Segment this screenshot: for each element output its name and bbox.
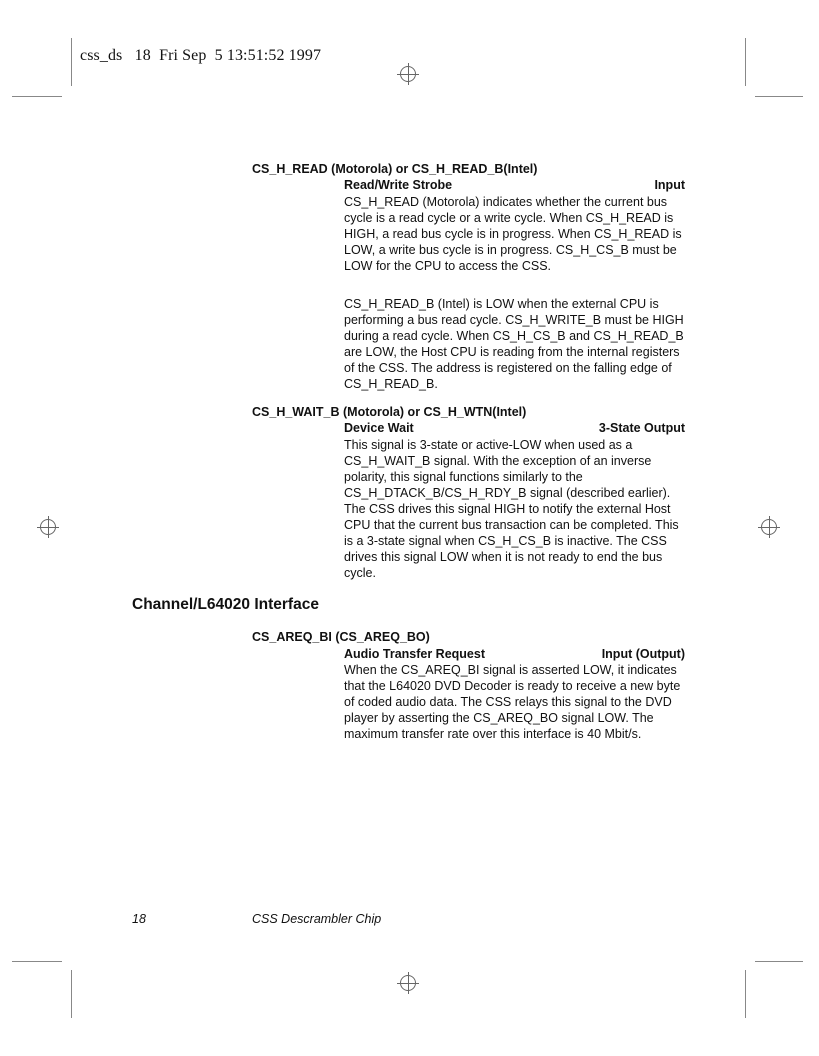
signal-description: CS_H_READ_B (Intel) is LOW when the external CPU is performing a bus read cycle. CS_H_WRITE_B must be HIGH during a read cycle. When CS_H_CS_B and CS_H_READ_B are LOW, the Host CPU is reading from the internal registers of the CSS. The address is registered on the falling edge of CS_H_READ_B. bbox=[344, 297, 684, 391]
registration-mark-icon bbox=[397, 63, 419, 85]
signal-description: When the CS_AREQ_BI signal is asserted LOW, it indicates that the L64020 DVD Decoder is ready to receive a new byte of coded audio data. The CSS relays this signal to the DVD player by asserting the CS_AREQ_BO signal LOW. The maximum transfer rate over this interface is 40 Mbit/s. bbox=[344, 663, 681, 741]
crop-mark bbox=[12, 961, 62, 962]
crop-mark bbox=[12, 96, 62, 97]
signal-description: This signal is 3-state or active-LOW when used as a CS_H_WAIT_B signal. With the exception of an inverse polarity, this signal functions similarly to the CS_H_DTACK_B/CS_H_RDY_B signal (described earlier). The CSS drives this signal HIGH to notify the external Host CPU that the current bus transaction can be completed. This is a 3-state signal when CS_H_CS_B is inactive. The CSS drives this signal LOW when it is not ready to end the bus cycle. bbox=[344, 438, 679, 580]
section-heading: Channel/L64020 Interface bbox=[132, 596, 319, 613]
signal-function: Device Wait bbox=[344, 421, 414, 435]
signal-direction: Input (Output) bbox=[601, 647, 685, 661]
crop-mark bbox=[745, 970, 746, 1018]
signal-function-row bbox=[344, 178, 685, 192]
signal-name: CS_AREQ_BI (CS_AREQ_BO) bbox=[252, 630, 430, 644]
crop-mark bbox=[71, 970, 72, 1018]
registration-mark-icon bbox=[37, 516, 59, 538]
registration-mark-icon bbox=[758, 516, 780, 538]
signal-direction: Input bbox=[654, 178, 685, 192]
print-header: css_ds 18 Fri Sep 5 13:51:52 1997 bbox=[80, 47, 322, 64]
signal-direction: 3-State Output bbox=[598, 421, 685, 435]
signal-function: Read/Write Strobe bbox=[344, 178, 453, 192]
signal-description: CS_H_READ (Motorola) indicates whether the current bus cycle is a read cycle or a write cycle. When CS_H_READ is HIGH, a read bus cycle is in progress. When CS_H_READ is LOW, a write bus cycle is in progress. CS_H_CS_B must be LOW for the CPU to access the CSS. bbox=[344, 195, 682, 273]
page-number: 18 bbox=[132, 912, 146, 926]
crop-mark bbox=[755, 961, 803, 962]
footer-doc-title: CSS Descrambler Chip bbox=[252, 912, 382, 926]
crop-mark bbox=[755, 96, 803, 97]
registration-mark-icon bbox=[397, 972, 419, 994]
signal-name: CS_H_WAIT_B (Motorola) or CS_H_WTN(Intel) bbox=[252, 405, 527, 419]
crop-mark bbox=[745, 38, 746, 86]
signal-name: CS_H_READ (Motorola) or CS_H_READ_B(Intel) bbox=[252, 162, 538, 176]
signal-function-row bbox=[344, 421, 685, 435]
crop-mark bbox=[71, 38, 72, 86]
signal-function-row bbox=[344, 647, 685, 661]
signal-function: Audio Transfer Request bbox=[344, 647, 485, 661]
